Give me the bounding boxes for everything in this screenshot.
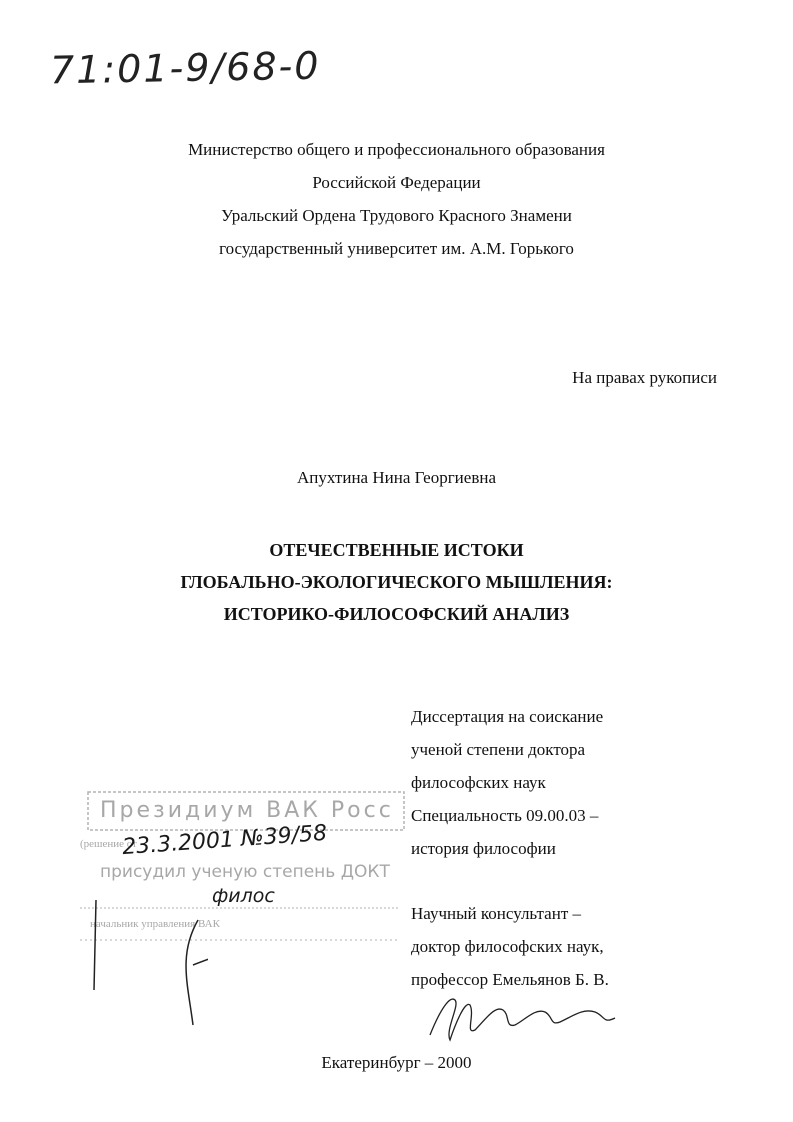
- ministry-line: Российской Федерации: [312, 173, 481, 192]
- stamp-handwritten-field: филос: [212, 885, 275, 907]
- university-line: государственный университет им. А.М. Горького: [219, 239, 574, 258]
- title-line: ИСТОРИКО-ФИЛОСОФСКИЙ АНАЛИЗ: [223, 604, 570, 624]
- dissertation-line: философских наук: [411, 773, 546, 792]
- rights-note: На правах рукописи: [572, 368, 717, 387]
- consultant-line: Научный консультант –: [411, 904, 581, 923]
- stamp-degree: присудил ученую степень ДОКТ: [100, 862, 390, 882]
- stamp-signature: [88, 895, 208, 1035]
- stamp-title: Президиум ВАК Росс: [100, 798, 394, 823]
- stamp-decision: (решение от: [80, 838, 137, 850]
- consultant-info: [411, 897, 609, 996]
- title-line: ГЛОБАЛЬНО-ЭКОЛОГИЧЕСКОГО МЫШЛЕНИЯ:: [180, 572, 613, 592]
- university-line: Уральский Ордена Трудового Красного Знамени: [221, 206, 572, 225]
- city-year: Екатеринбург – 2000: [321, 1053, 472, 1072]
- dissertation-line: Диссертация на соискание: [411, 707, 604, 726]
- title-line: ОТЕЧЕСТВЕННЫЕ ИСТОКИ: [269, 540, 524, 560]
- dissertation-title: [0, 534, 793, 630]
- ministry-line: Министерство общего и профессионального образования: [188, 140, 605, 159]
- dissertation-line: ученой степени доктора: [411, 740, 586, 759]
- author-name: Апухтина Нина Георгиевна: [296, 468, 496, 487]
- consultant-line: профессор Емельянов Б. В.: [411, 970, 609, 989]
- ministry-header: [0, 133, 793, 265]
- stamp-department: начальник управления ВАК: [90, 918, 220, 930]
- consultant-signature: [425, 990, 625, 1050]
- consultant-line: доктор философских наук,: [411, 937, 604, 956]
- specialty-line: история философии: [411, 839, 556, 858]
- dissertation-info: [411, 700, 603, 865]
- archive-code: 71:01-9/68-0: [49, 43, 321, 93]
- stamp-handwritten-date: 23.3.2001 №39/58: [121, 820, 328, 861]
- specialty-line: Специальность 09.00.03 –: [411, 806, 599, 825]
